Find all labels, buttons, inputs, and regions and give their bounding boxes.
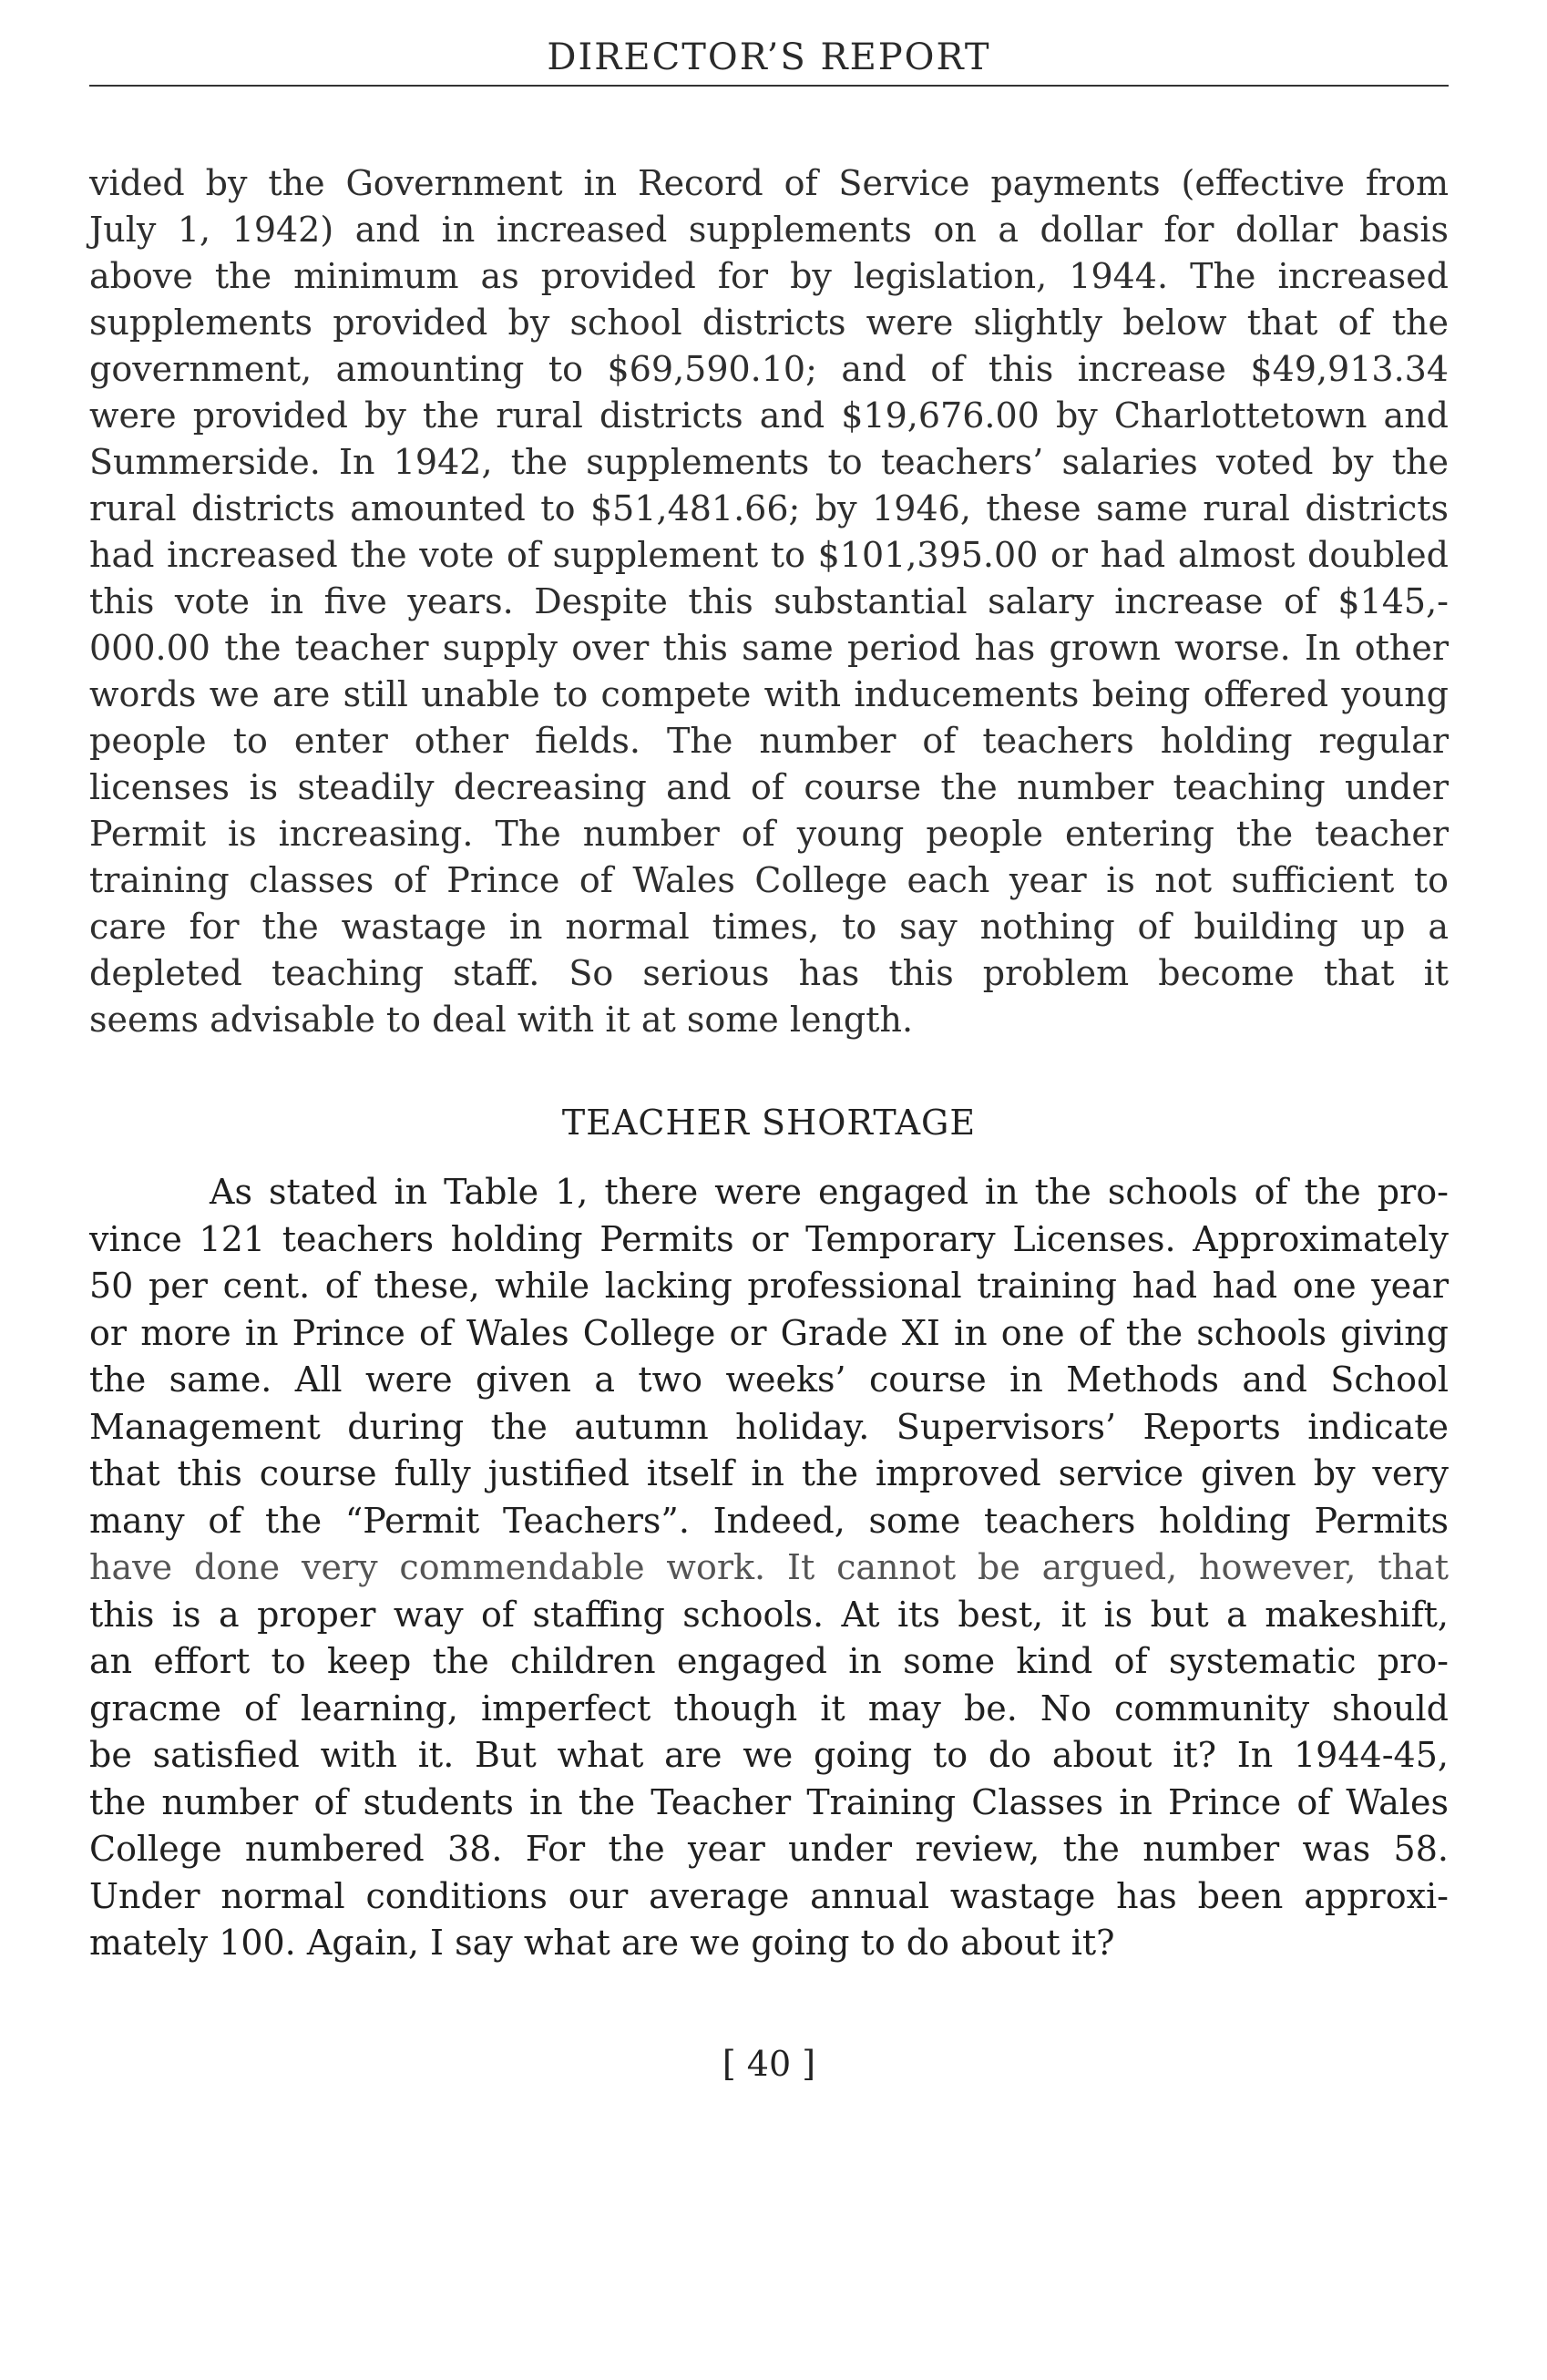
page-number: [ 40 ] <box>722 2044 816 2084</box>
text-line: an effort to keep the children engaged in some kind of systematic pro- <box>89 1641 1449 1681</box>
text-line: care for the wastage in normal times, to say nothing of building up a <box>89 907 1449 947</box>
text-line: that this course fully justified itself in the improved service given by very <box>89 1453 1449 1493</box>
text-line: this is a proper way of staffing schools. At its best, it is but a makeshift, <box>89 1594 1449 1635</box>
text-line: above the minimum as provided for by legislation, 1944. The increased <box>89 256 1449 296</box>
text-line: many of the “Permit Teachers”. Indeed, some teachers holding Permits <box>89 1500 1449 1541</box>
text-line: or more in Prince of Wales College or Grade XI in one of the schools giving <box>89 1312 1449 1353</box>
text-line: have done very commendable work. It cannot be argued, however, that <box>89 1547 1449 1587</box>
text-line: the same. All were given a two weeks’ course in Methods and School <box>89 1359 1449 1400</box>
text-line: the number of students in the Teacher Training Classes in Prince of Wales <box>89 1781 1449 1822</box>
text-line: words we are still unable to compete with inducements being offered young <box>89 674 1449 714</box>
text-line: vince 121 teachers holding Permits or Temporary Licenses. Approximately <box>89 1218 1449 1259</box>
text-line: be satisfied with it. But what are we going to do about it? In 1944-45, <box>89 1735 1449 1775</box>
text-line: 000.00 the teacher supply over this same period has grown worse. In other <box>89 628 1449 668</box>
text-line: depleted teaching staff. So serious has this problem become that it <box>89 953 1449 993</box>
text-line: Summerside. In 1942, the supplements to teachers’ salaries voted by the <box>89 442 1449 482</box>
text-line: July 1, 1942) and in increased supplements on a dollar for dollar basis <box>89 210 1449 250</box>
text-line: gracme of learning, imperfect though it may be. No community should <box>89 1688 1449 1729</box>
body-paragraph-1 <box>89 160 1449 1043</box>
text-line: rural districts amounted to $51,481.66; by 1946, these same rural districts <box>89 488 1449 528</box>
text-line: government, amounting to $69,590.10; and of this increase $49,913.34 <box>89 349 1449 389</box>
text-line: people to enter other fields. The number of teachers holding regular <box>89 721 1449 761</box>
text-line: Permit is increasing. The number of young people entering the teacher <box>89 814 1449 854</box>
text-line: had increased the vote of supplement to $101,395.00 or had almost doubled <box>89 535 1449 575</box>
text-line: licenses is steadily decreasing and of course the number teaching under <box>89 767 1449 807</box>
text-line: were provided by the rural districts and $19,676.00 by Charlottetown and <box>89 395 1449 436</box>
header-rule <box>89 85 1449 87</box>
text-line: 50 per cent. of these, while lacking professional training had had one year <box>89 1266 1449 1306</box>
text-line: supplements provided by school districts were slightly below that of the <box>89 303 1449 343</box>
text-line: seems advisable to deal with it at some length. <box>89 1000 914 1040</box>
text-line: vided by the Government in Record of Service payments (effective from <box>89 163 1449 203</box>
running-head: DIRECTOR’S REPORT <box>547 36 991 78</box>
body-paragraph-2 <box>89 1169 1449 1967</box>
section-heading: TEACHER SHORTAGE <box>561 1103 977 1143</box>
text-line: Under normal conditions our average annual wastage has been approxi- <box>89 1875 1449 1916</box>
text-line: this vote in five years. Despite this substantial salary increase of $145,- <box>89 581 1449 621</box>
text-line: As stated in Table 1, there were engaged in the schools of the pro- <box>210 1172 1449 1212</box>
text-line: College numbered 38. For the year under review, the number was 58. <box>89 1829 1449 1869</box>
text-line: Management during the autumn holiday. Supervisors’ Reports indicate <box>89 1406 1449 1447</box>
text-line: training classes of Prince of Wales College each year is not sufficient to <box>89 860 1449 900</box>
text-line: mately 100. Again, I say what are we going to do about it? <box>89 1923 1115 1963</box>
